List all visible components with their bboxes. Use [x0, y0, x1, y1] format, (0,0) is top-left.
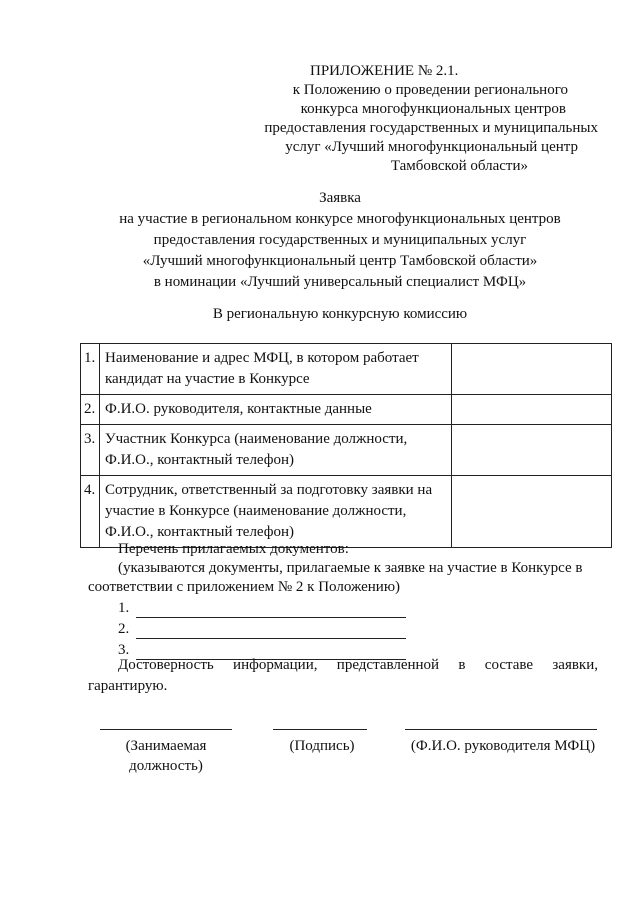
table-row [81, 395, 612, 425]
appendix-line: конкурса многофункциональных центров [300, 101, 566, 117]
appendix-line: предоставления государственных и муниципальных [264, 120, 598, 136]
documents-note: (указываются документы, прилагаемые к заявке на участие в Конкурсе в соответствии с приложением № 2 к Положению) [88, 560, 583, 595]
documents-heading: Перечень прилагаемых документов: [118, 541, 349, 557]
row-number: 3. [81, 425, 100, 476]
table-row [81, 344, 612, 395]
row-number: 2. [81, 395, 100, 425]
row-label: Ф.И.О. руководителя, контактные данные [99, 395, 452, 425]
row-label: Участник Конкурса (наименование должности, Ф.И.О., контактный телефон) [99, 425, 452, 476]
document-item-number: 3. [118, 642, 130, 658]
guarantee-statement: Достоверность информации, представленной в составе заявки, гарантирую. [88, 657, 598, 694]
application-title [70, 188, 610, 293]
row-value-cell[interactable] [452, 344, 612, 395]
row-label: Сотрудник, ответственный за подготовку заявки на участие в Конкурсе (наименование должности, Ф.И.О., контактный телефон) [99, 476, 452, 548]
table-row [81, 476, 612, 548]
title-line: предоставления государственных и муниципальных услуг [153, 232, 527, 248]
document-blank-line[interactable] [136, 603, 406, 618]
title-line: «Лучший многофункциональный центр Тамбовской области» [142, 253, 538, 269]
signature-caption: (Подпись) [289, 738, 355, 754]
table-row [81, 425, 612, 476]
document-item-number: 1. [118, 600, 130, 616]
commission-address: В региональную конкурсную комиссию [212, 306, 468, 322]
row-number: 1. [81, 344, 100, 395]
signature-line[interactable] [273, 729, 367, 730]
title-heading: Заявка [319, 190, 361, 206]
appendix-number: ПРИЛОЖЕНИЕ № 2.1. [310, 63, 459, 79]
appendix-line: к Положению о проведении регионального [292, 82, 568, 98]
row-value-cell[interactable] [452, 476, 612, 548]
document-item [88, 599, 608, 618]
position-signature-line[interactable] [100, 729, 232, 730]
head-name-signature-line[interactable] [405, 729, 597, 730]
application-table [80, 343, 612, 548]
document-item [88, 620, 608, 639]
document-item-number: 2. [118, 621, 130, 637]
row-number: 4. [81, 476, 100, 548]
title-line: в номинации «Лучший универсальный специалист МФЦ» [153, 274, 527, 290]
attached-documents [88, 540, 608, 660]
position-caption: (Занимаемая должность) [125, 738, 207, 774]
appendix-line: Тамбовской области» [390, 158, 528, 174]
row-value-cell[interactable] [452, 425, 612, 476]
document-blank-line[interactable] [136, 624, 406, 639]
head-name-caption: (Ф.И.О. руководителя МФЦ) [410, 738, 596, 754]
title-line: на участие в региональном конкурсе многофункциональных центров [119, 211, 561, 227]
row-value-cell[interactable] [452, 395, 612, 425]
appendix-header [238, 62, 598, 176]
row-label: Наименование и адрес МФЦ, в котором работает кандидат на участие в Конкурсе [99, 344, 452, 395]
appendix-line: услуг «Лучший многофункциональный центр [285, 139, 578, 155]
